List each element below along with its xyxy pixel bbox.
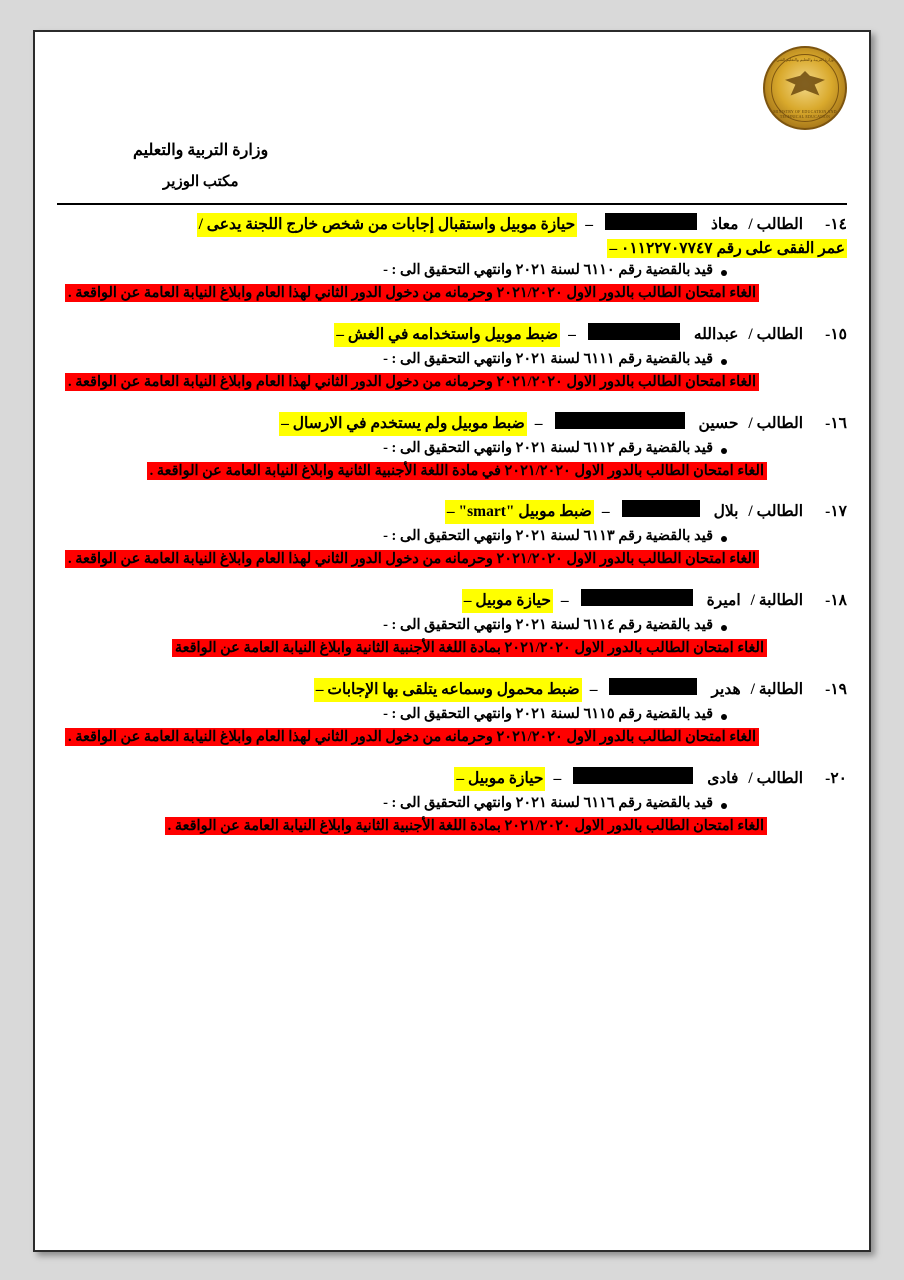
- redaction-bar: [609, 678, 697, 695]
- entry-case-ref: قيد بالقضية رقم ٦١١٥ لسنة ٢٠٢١ وانتهي التحقيق الى : -: [383, 705, 713, 722]
- list-item: [57, 323, 847, 394]
- entry-charge-line2: عمر الفقى على رقم ٠١١٢٢٧٠٧٧٤٧ –: [609, 240, 845, 258]
- entry-number: ١٥-: [825, 325, 847, 343]
- entry-name: عبدالله: [693, 325, 739, 343]
- entry-dash: –: [601, 503, 610, 521]
- entry-dash: –: [589, 680, 598, 698]
- entry-verdict: الغاء امتحان الطالب بالدور الاول ٢٠٢١/٢٠٢٠ بمادة اللغة الأجنبية الثانية وابلاغ النيابة العامة عن الواقعة: [172, 639, 767, 657]
- document-sheet: [33, 30, 871, 1252]
- entry-dash: –: [585, 216, 593, 233]
- entry-verdict: الغاء امتحان الطالب بالدور الاول ٢٠٢١/٢٠٢٠ بمادة اللغة الأجنبية الثانية وابلاغ النيابة العامة عن الواقعة .: [165, 817, 767, 835]
- ministry-title: وزارة التربية والتعليم: [133, 142, 269, 159]
- entry-label: الطالبة /: [750, 592, 803, 610]
- entry-label: الطالبة /: [750, 680, 803, 698]
- entry-case-ref: قيد بالقضية رقم ٦١١٤ لسنة ٢٠٢١ وانتهي التحقيق الى : -: [383, 617, 713, 634]
- bullet-icon: [721, 714, 727, 720]
- entry-name: فادى: [707, 769, 739, 787]
- entry-charge: ضبط موبيل "smart" –: [445, 500, 594, 524]
- entry-number: ٢٠-: [825, 769, 847, 787]
- bullet-icon: [721, 270, 727, 276]
- redaction-bar: [605, 213, 697, 230]
- entry-name: هدير: [711, 680, 741, 698]
- egypt-eagle-emblem-icon: [763, 46, 847, 130]
- entry-name: معاذ: [711, 216, 739, 233]
- entry-charge: حيازة موبيل واستقبال إجابات من شخص خارج اللجنة يدعى /: [197, 213, 578, 237]
- emblem-caption-top: وزارة التربية والتعليم والتعليم الفني: [776, 57, 834, 62]
- entry-dash: –: [553, 769, 562, 787]
- entry-verdict: الغاء امتحان الطالب بالدور الاول ٢٠٢١/٢٠٢٠ وحرمانه من دخول الدور الثاني لهذا العام وابلاغ النيابة العامة عن الواقعة .: [65, 550, 759, 568]
- entry-charge: حيازة موبيل –: [462, 589, 553, 613]
- entry-name: اميرة: [706, 592, 741, 610]
- entry-number: ١٧-: [825, 503, 847, 521]
- list-item: [57, 500, 847, 571]
- entry-case-ref: قيد بالقضية رقم ٦١١٠ لسنة ٢٠٢١ وانتهي التحقيق الى : -: [383, 262, 713, 279]
- entry-label: الطالب /: [748, 414, 803, 432]
- entry-number: ١٦-: [825, 414, 847, 432]
- redaction-bar: [581, 589, 693, 606]
- bullet-icon: [721, 536, 727, 542]
- list-item: [57, 412, 847, 483]
- office-subtitle: مكتب الوزير: [163, 174, 239, 190]
- entry-charge: حيازة موبيل –: [454, 767, 545, 791]
- redaction-bar: [573, 767, 693, 784]
- entry-charge: ضبط موبيل واستخدامه في الغش –: [334, 323, 560, 347]
- entry-number: ١٤-: [825, 216, 847, 233]
- header-divider: [57, 203, 847, 205]
- redaction-bar: [555, 412, 685, 429]
- bullet-icon: [721, 359, 727, 365]
- entry-number: ١٨-: [825, 592, 847, 610]
- entry-dash: –: [534, 414, 543, 432]
- entry-dash: –: [568, 325, 576, 343]
- entry-name: حسين: [698, 414, 739, 432]
- entry-charge: ضبط موبيل ولم يستخدم في الارسال –: [279, 412, 527, 436]
- document-header: [57, 46, 847, 205]
- bullet-icon: [721, 803, 727, 809]
- entry-label: الطالب /: [748, 503, 803, 521]
- entry-case-ref: قيد بالقضية رقم ٦١١٣ لسنة ٢٠٢١ وانتهي التحقيق الى : -: [383, 528, 713, 545]
- list-item: [57, 767, 847, 838]
- entry-label: الطالب /: [748, 325, 803, 343]
- list-item: [57, 213, 847, 305]
- entry-verdict: الغاء امتحان الطالب بالدور الاول ٢٠٢١/٢٠٢٠ وحرمانه من دخول الدور الثاني لهذا العام وابلاغ النيابة العامة عن الواقعة .: [65, 373, 759, 391]
- entry-case-ref: قيد بالقضية رقم ٦١١٢ لسنة ٢٠٢١ وانتهي التحقيق الى : -: [383, 439, 713, 456]
- list-item: [57, 678, 847, 749]
- entry-charge: ضبط محمول وسماعه يتلقى بها الإجابات –: [314, 678, 582, 702]
- entry-verdict: الغاء امتحان الطالب بالدور الاول ٢٠٢١/٢٠٢٠ وحرمانه من دخول الدور الثاني لهذا العام وابلاغ النيابة العامة عن الواقعة .: [65, 728, 759, 746]
- redaction-bar: [588, 323, 680, 340]
- bullet-icon: [721, 448, 727, 454]
- entry-dash: –: [560, 592, 569, 610]
- list-item: [57, 589, 847, 660]
- entry-name: بلال: [713, 503, 739, 521]
- entry-number: ١٩-: [825, 680, 847, 698]
- entries-list: [57, 213, 847, 837]
- entry-verdict: الغاء امتحان الطالب بالدور الاول ٢٠٢١/٢٠٢٠ وحرمانه من دخول الدور الثاني لهذا العام وابلاغ النيابة العامة عن الواقعة .: [65, 284, 759, 302]
- entry-case-ref: قيد بالقضية رقم ٦١١٦ لسنة ٢٠٢١ وانتهي التحقيق الى : -: [383, 794, 713, 811]
- entry-verdict: الغاء امتحان الطالب بالدور الاول ٢٠٢١/٢٠٢٠ في مادة اللغة الأجنبية الثانية وابلاغ النيابة العامة عن الواقعة .: [147, 462, 767, 480]
- entry-label: الطالب /: [748, 216, 803, 233]
- entry-label: الطالب /: [748, 769, 803, 787]
- redaction-bar: [622, 500, 700, 517]
- emblem-caption-bottom: MINISTRY OF EDUCATION AND TECHNICAL EDUCATION: [773, 109, 837, 119]
- bullet-icon: [721, 625, 727, 631]
- entry-case-ref: قيد بالقضية رقم ٦١١١ لسنة ٢٠٢١ وانتهي التحقيق الى : -: [383, 350, 713, 367]
